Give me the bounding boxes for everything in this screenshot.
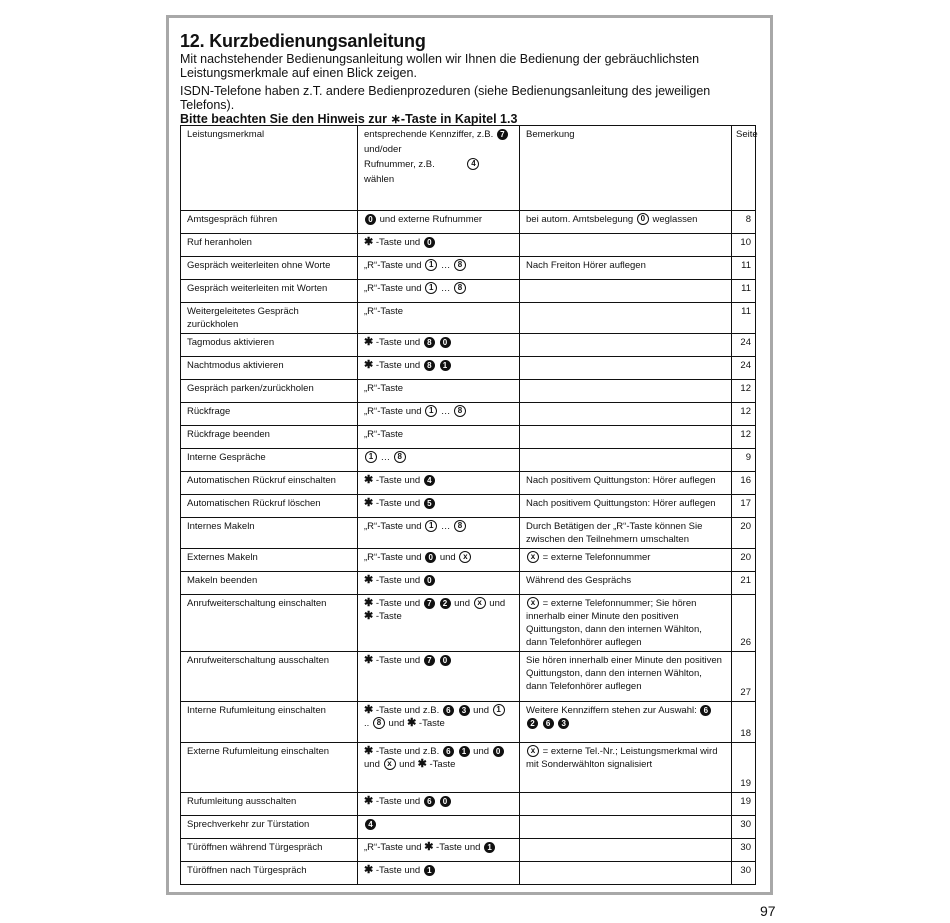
key-outline-icon: 8	[454, 520, 466, 532]
header-code-line-1: entsprechende Kennziffer, z.B.	[364, 129, 494, 140]
remark-cell	[520, 303, 732, 334]
remark-cell: bei autom. Amtsbelegung 0 weglassen	[520, 211, 732, 234]
key-outline-icon: x	[527, 745, 539, 757]
page-cell: 12	[732, 426, 756, 449]
key-outline-icon: x	[527, 551, 539, 563]
page-cell: 12	[732, 380, 756, 403]
page-cell: 12	[732, 403, 756, 426]
page-cell: 11	[732, 257, 756, 280]
feature-cell: Nachtmodus aktivieren	[181, 357, 358, 380]
remark-cell	[520, 816, 732, 839]
table-row	[181, 743, 756, 793]
code-cell: 0 und externe Rufnummer	[358, 211, 520, 234]
remark-cell: Weitere Kennziffern stehen zur Auswahl: 6 2 6 3	[520, 702, 732, 743]
page-cell: 30	[732, 862, 756, 885]
star-key-icon: ✱	[364, 864, 374, 876]
key-icon: 4	[467, 158, 479, 170]
feature-cell: Amtsgespräch führen	[181, 211, 358, 234]
feature-cell: Rückfrage beenden	[181, 426, 358, 449]
table-row	[181, 595, 756, 652]
key-outline-icon: 8	[373, 717, 385, 729]
feature-cell: Automatischen Rückruf löschen	[181, 495, 358, 518]
key-outline-icon: 0	[637, 213, 649, 225]
remark-cell: Nach Freiton Hörer auflegen	[520, 257, 732, 280]
table-row	[181, 495, 756, 518]
key-outline-icon: 1	[493, 704, 505, 716]
code-cell: „R“-Taste und 1 … 8	[358, 280, 520, 303]
header-code-line-2: und/oder	[364, 144, 402, 155]
key-outline-icon: x	[459, 551, 471, 563]
remark-cell: x = externe Tel.-Nr.; Leistungsmerkmal wird mit Sonderwählton signalisiert	[520, 743, 732, 793]
table-row	[181, 839, 756, 862]
code-cell: „R“-Taste	[358, 380, 520, 403]
star-key-icon: ✱	[364, 574, 374, 586]
page-cell: 24	[732, 334, 756, 357]
key-filled-icon: 2	[527, 718, 538, 729]
key-outline-icon: 1	[425, 259, 437, 271]
key-filled-icon: 2	[440, 598, 451, 609]
page-cell: 19	[732, 793, 756, 816]
page-cell: 8	[732, 211, 756, 234]
star-key-icon: ✱	[407, 717, 417, 729]
key-filled-icon: 6	[543, 718, 554, 729]
quick-reference-table	[180, 125, 756, 885]
remark-cell: x = externe Telefonnummer; Sie hören innerhalb einer Minute den positiven Quittungston, dann den internen Wählton, dann Telefonhörer auflegen	[520, 595, 732, 652]
remark-cell: Nach positivem Quittungston: Hörer auflegen	[520, 495, 732, 518]
key-filled-icon: 0	[440, 337, 451, 348]
table-row	[181, 334, 756, 357]
key-filled-icon: 0	[440, 796, 451, 807]
remark-cell	[520, 862, 732, 885]
table-row	[181, 793, 756, 816]
code-cell: ✱ -Taste und 8 1	[358, 357, 520, 380]
page-cell: 30	[732, 816, 756, 839]
intro-text	[180, 52, 760, 126]
key-outline-icon: 1	[365, 451, 377, 463]
key-filled-icon: 0	[440, 655, 451, 666]
remark-cell	[520, 403, 732, 426]
feature-cell: Interne Rufumleitung einschalten	[181, 702, 358, 743]
table-row	[181, 816, 756, 839]
feature-cell: Anrufweiterschaltung einschalten	[181, 595, 358, 652]
star-key-icon: ✱	[364, 236, 374, 248]
page-cell: 20	[732, 518, 756, 549]
table-row	[181, 652, 756, 702]
code-cell: ✱ -Taste und 8 0	[358, 334, 520, 357]
code-cell: „R“-Taste	[358, 303, 520, 334]
page-cell: 26	[732, 595, 756, 652]
page-cell: 24	[732, 357, 756, 380]
key-outline-icon: 1	[425, 405, 437, 417]
key-outline-icon: 1	[425, 282, 437, 294]
intro-paragraph-1: Mit nachstehender Bedienungsanleitung wollen wir Ihnen die Bedienung der gebräuchlichsten Leistungsmerkmale auf einen Blick zeigen.	[180, 52, 700, 80]
key-filled-icon: 1	[459, 746, 470, 757]
code-cell: ✱ -Taste und 5	[358, 495, 520, 518]
remark-cell	[520, 839, 732, 862]
feature-cell: Externes Makeln	[181, 549, 358, 572]
star-key-icon: ✱	[364, 654, 374, 666]
page-cell: 11	[732, 280, 756, 303]
code-cell	[358, 816, 520, 839]
table-row	[181, 426, 756, 449]
star-key-icon: ✱	[364, 359, 374, 371]
code-cell: ✱ -Taste und 7 0	[358, 652, 520, 702]
table-row	[181, 518, 756, 549]
star-key-icon: ✱	[364, 336, 374, 348]
table-row	[181, 702, 756, 743]
remark-cell: Nach positivem Quittungston: Hörer auflegen	[520, 472, 732, 495]
star-key-icon: ✱	[364, 597, 374, 609]
key-filled-icon: 6	[443, 705, 454, 716]
key-filled-icon: 7	[424, 655, 435, 666]
feature-cell: Internes Makeln	[181, 518, 358, 549]
star-key-icon: ✱	[424, 841, 434, 853]
key-filled-icon: 4	[424, 475, 435, 486]
feature-cell: Makeln beenden	[181, 572, 358, 595]
remark-cell: Durch Betätigen der „R“-Taste können Sie zwischen den Teilnehmern umschalten	[520, 518, 732, 549]
key-filled-icon: 4	[365, 819, 376, 830]
intro-note	[180, 112, 760, 126]
page-cell: 19	[732, 743, 756, 793]
code-cell: „R“-Taste und 1 … 8	[358, 257, 520, 280]
remark-cell	[520, 357, 732, 380]
page-number: 97	[760, 903, 776, 919]
table-row	[181, 549, 756, 572]
key-outline-icon: x	[474, 597, 486, 609]
key-filled-icon: 1	[440, 360, 451, 371]
page-cell: 11	[732, 303, 756, 334]
code-cell: ✱ -Taste und 0	[358, 572, 520, 595]
table-row	[181, 280, 756, 303]
key-filled-icon: 3	[459, 705, 470, 716]
table-row	[181, 257, 756, 280]
table-row	[181, 862, 756, 885]
key-filled-icon: 6	[443, 746, 454, 757]
header-feature: Leistungsmerkmal	[181, 126, 358, 211]
code-cell: 1 … 8	[358, 449, 520, 472]
remark-cell: Sie hören innerhalb einer Minute den positiven Quittungston, dann den internen Wählton, dann Telefonhörer auflegen	[520, 652, 732, 702]
table-row	[181, 211, 756, 234]
key-outline-icon: 1	[425, 520, 437, 532]
key-outline-icon: 8	[454, 405, 466, 417]
key-filled-icon: 0	[424, 237, 435, 248]
remark-cell: x = externe Telefonnummer	[520, 549, 732, 572]
key-filled-icon: 0	[424, 575, 435, 586]
code-cell: ✱ -Taste und 4	[358, 472, 520, 495]
star-key-icon: ✱	[364, 497, 374, 509]
header-code	[358, 126, 520, 211]
key-filled-icon: 8	[424, 337, 435, 348]
feature-cell: Sprechverkehr zur Türstation	[181, 816, 358, 839]
code-cell: ✱ -Taste und 0	[358, 234, 520, 257]
remark-cell	[520, 280, 732, 303]
code-cell: „R“-Taste und 0 und x	[358, 549, 520, 572]
table-row	[181, 234, 756, 257]
key-filled-icon: 0	[493, 746, 504, 757]
key-filled-icon: 3	[558, 718, 569, 729]
remark-cell	[520, 426, 732, 449]
page-cell: 21	[732, 572, 756, 595]
code-cell: ✱ -Taste und z.B. 6 1 und 0 und x und ✱ -Taste	[358, 743, 520, 793]
intro-paragraph-2: ISDN-Telefone haben z.T. andere Bedienprozeduren (siehe Bedienungsanleitung des jeweiligen Telefons).	[180, 84, 711, 112]
feature-cell: Gespräch weiterleiten ohne Worte	[181, 257, 358, 280]
header-code-line-4: wählen	[364, 174, 395, 185]
table-row	[181, 357, 756, 380]
key-outline-icon: 8	[454, 259, 466, 271]
table-row	[181, 303, 756, 334]
table-row	[181, 403, 756, 426]
table-body	[181, 211, 756, 885]
feature-cell: Türöffnen während Türgespräch	[181, 839, 358, 862]
star-key-icon: ✱	[364, 745, 374, 757]
page-cell: 30	[732, 839, 756, 862]
code-cell: „R“-Taste und 1 … 8	[358, 403, 520, 426]
key-filled-icon: 6	[700, 705, 711, 716]
code-cell: ✱ -Taste und z.B. 6 3 und 1 .. 8 und ✱ -Taste	[358, 702, 520, 743]
page-cell: 20	[732, 549, 756, 572]
key-filled-icon: 1	[424, 865, 435, 876]
key-filled-icon: 8	[424, 360, 435, 371]
remark-cell	[520, 234, 732, 257]
key-outline-icon: 8	[454, 282, 466, 294]
key-filled-icon: 0	[425, 552, 436, 563]
page-cell: 16	[732, 472, 756, 495]
header-remark: Bemerkung	[520, 126, 732, 211]
key-filled-icon: 7	[424, 598, 435, 609]
star-key-icon: ✱	[364, 474, 374, 486]
star-key-icon: ✱	[364, 704, 374, 716]
key-filled-icon: 1	[484, 842, 495, 853]
section-title: 12. Kurzbedienungsanleitung	[180, 31, 426, 51]
remark-cell	[520, 793, 732, 816]
key-outline-icon: x	[384, 758, 396, 770]
key-outline-icon: 8	[394, 451, 406, 463]
page-cell: 17	[732, 495, 756, 518]
key-icon: 7	[497, 129, 508, 140]
code-cell: ✱ -Taste und 6 0	[358, 793, 520, 816]
star-key-icon: ✱	[364, 610, 374, 622]
feature-cell: Rufumleitung ausschalten	[181, 793, 358, 816]
remark-cell	[520, 380, 732, 403]
page-cell: 18	[732, 702, 756, 743]
page-cell: 27	[732, 652, 756, 702]
header-code-line-3: Rufnummer, z.B.	[364, 159, 435, 170]
feature-cell: Türöffnen nach Türgespräch	[181, 862, 358, 885]
table-row	[181, 572, 756, 595]
table-header-row	[181, 126, 756, 211]
feature-cell: Interne Gespräche	[181, 449, 358, 472]
feature-cell: Tagmodus aktivieren	[181, 334, 358, 357]
table-row	[181, 472, 756, 495]
code-cell: ✱ -Taste und 7 2 und x und ✱ -Taste	[358, 595, 520, 652]
feature-cell: Gespräch weiterleiten mit Worten	[181, 280, 358, 303]
key-filled-icon: 0	[365, 214, 376, 225]
key-filled-icon: 5	[424, 498, 435, 509]
page-cell: 10	[732, 234, 756, 257]
remark-cell	[520, 334, 732, 357]
feature-cell: Externe Rufumleitung einschalten	[181, 743, 358, 793]
intro-note-text: Bitte beachten Sie den Hinweis zur ∗-Taste in Kapitel 1.3	[180, 112, 518, 126]
feature-cell: Rückfrage	[181, 403, 358, 426]
code-cell: „R“-Taste und ✱ -Taste und 1	[358, 839, 520, 862]
feature-cell: Anrufweiterschaltung ausschalten	[181, 652, 358, 702]
feature-cell: Automatischen Rückruf einschalten	[181, 472, 358, 495]
feature-cell: Weitergeleitetes Gespräch zurückholen	[181, 303, 358, 334]
code-cell: „R“-Taste und 1 … 8	[358, 518, 520, 549]
page-cell: 9	[732, 449, 756, 472]
table-row	[181, 449, 756, 472]
code-cell: „R“-Taste	[358, 426, 520, 449]
remark-cell	[520, 449, 732, 472]
key-outline-icon: x	[527, 597, 539, 609]
star-key-icon: ✱	[417, 758, 427, 770]
feature-cell: Ruf heranholen	[181, 234, 358, 257]
star-key-icon: ✱	[364, 795, 374, 807]
table-row	[181, 380, 756, 403]
remark-cell: Während des Gesprächs	[520, 572, 732, 595]
code-cell: ✱ -Taste und 1	[358, 862, 520, 885]
feature-cell: Gespräch parken/zurückholen	[181, 380, 358, 403]
key-filled-icon: 6	[424, 796, 435, 807]
header-page: Seite	[732, 126, 756, 211]
